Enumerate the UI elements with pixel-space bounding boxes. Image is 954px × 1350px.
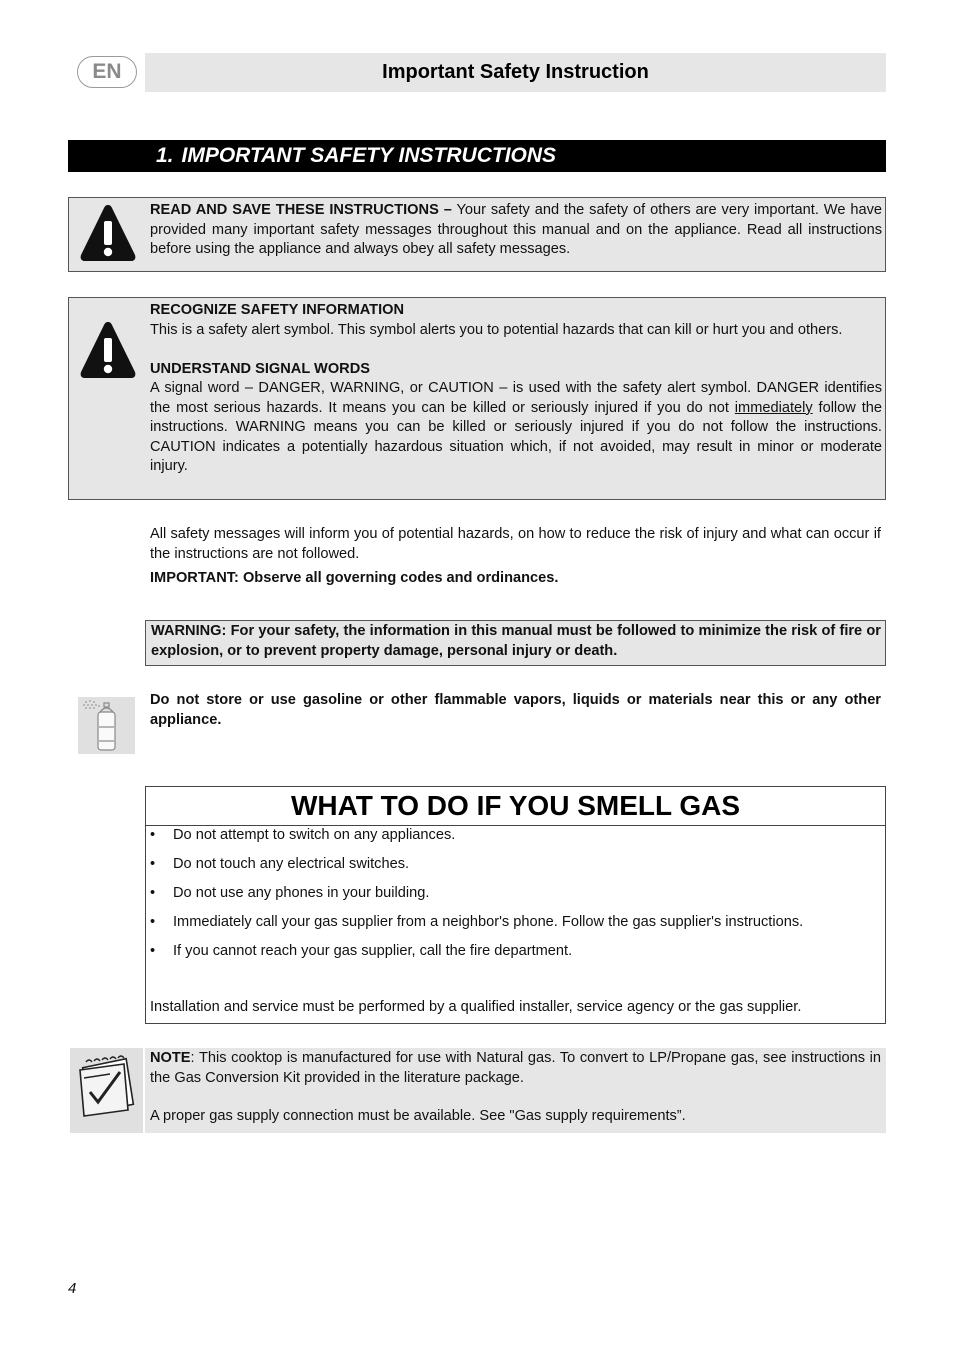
note-box — [145, 1048, 886, 1133]
read-save-text — [150, 201, 882, 260]
flammable-warning-text: Do not store or use gasoline or other flammable vapors, liquids or materials near this or any other appliance. — [150, 692, 881, 728]
note-label: NOTE — [150, 1050, 191, 1066]
smell-gas-list — [146, 826, 885, 971]
read-save-body: Your safety and the safety of others are very important. We have provided many important safety messages throughout this manual and on the appliance. Read all instructions before using the appliance and always obey all safety messages. — [150, 202, 882, 257]
warning-box — [145, 620, 886, 666]
page-header — [145, 53, 886, 92]
aerosol-spray-can-icon — [78, 697, 135, 754]
list-item-text: Immediately call your gas supplier from a neighbor's phone. Follow the gas supplier's instructions. — [173, 914, 804, 930]
list-item — [146, 826, 885, 855]
page-header-title: Important Safety Instruction — [382, 61, 649, 83]
list-item — [146, 913, 885, 942]
recognize-heading: RECOGNIZE SAFETY INFORMATION — [150, 302, 405, 318]
bullet: • — [150, 827, 156, 843]
language-badge: EN — [77, 56, 137, 88]
note-text — [150, 1049, 881, 1088]
signal-words-underline: immediately — [734, 399, 813, 416]
notepad-checkmark-icon — [70, 1048, 143, 1133]
recognize-paragraph: This is a safety alert symbol. This symbol alerts you to potential hazards that can kill or hurt you and others. — [150, 321, 843, 338]
note-body: : This cooktop is manufactured for use with Natural gas. To convert to LP/Propane gas, see instructions in the Gas Conversion Kit provided in the literature package. — [150, 1050, 881, 1086]
bullet: • — [150, 856, 156, 872]
page-number: 4 — [68, 1280, 77, 1297]
list-item-text: Do not touch any electrical switches. — [173, 856, 410, 872]
signal-words-paragraph — [150, 379, 882, 477]
signal-words-text-2: follow the instructions. WARNING means you can be killed or seriously injured if you do not follow the instructions. CAUTION indicates a potentially hazardous situation which, if not avoided, may result in minor or moderate injury. — [150, 399, 882, 474]
bullet: • — [150, 914, 156, 930]
warning-text: WARNING: For your safety, the information in this manual must be followed to minimize the risk of fire or explosion, or to prevent property damage, personal injury or death. — [151, 623, 881, 659]
list-item-text: If you cannot reach your gas supplier, call the fire department. — [173, 943, 573, 959]
list-item-text: Do not attempt to switch on any appliances. — [173, 827, 456, 843]
important-codes-notice: IMPORTANT: Observe all governing codes and ordinances. — [150, 570, 559, 586]
warning-exclamation-icon — [79, 320, 137, 380]
recognize-safety-box — [68, 297, 886, 500]
section-number: 1. — [156, 144, 174, 167]
safety-messages-paragraph: All safety messages will inform you of potential hazards, on how to reduce the risk of injury and what can occur if the instructions are not followed. — [150, 526, 881, 562]
section-title: IMPORTANT SAFETY INSTRUCTIONS — [181, 144, 557, 167]
signal-words-heading: UNDERSTAND SIGNAL WORDS — [150, 360, 370, 377]
signal-words-text-1: A signal word – DANGER, WARNING, or CAUTION – is used with the safety alert symbol. DANGER identifies the most serious hazards. It means you can be killed or seriously injured if you do not — [150, 380, 882, 416]
smell-gas-title: WHAT TO DO IF YOU SMELL GAS — [146, 787, 885, 826]
list-item-text: Do not use any phones in your building. — [173, 885, 430, 901]
list-item — [146, 884, 885, 913]
read-save-lead: READ AND SAVE THESE INSTRUCTIONS – — [150, 202, 452, 218]
smell-gas-box — [145, 786, 886, 1024]
list-item — [146, 855, 885, 884]
warning-exclamation-icon — [79, 203, 137, 263]
bullet: • — [150, 943, 156, 959]
note-gas-supply: A proper gas supply connection must be available. See "Gas supply requirements”. — [150, 1108, 686, 1124]
smell-gas-footer: Installation and service must be performed by a qualified installer, service agency or the gas supplier. — [150, 999, 802, 1015]
bullet: • — [150, 885, 156, 901]
list-item — [146, 942, 885, 971]
section-title-bar — [68, 140, 886, 172]
read-save-box — [68, 197, 886, 272]
